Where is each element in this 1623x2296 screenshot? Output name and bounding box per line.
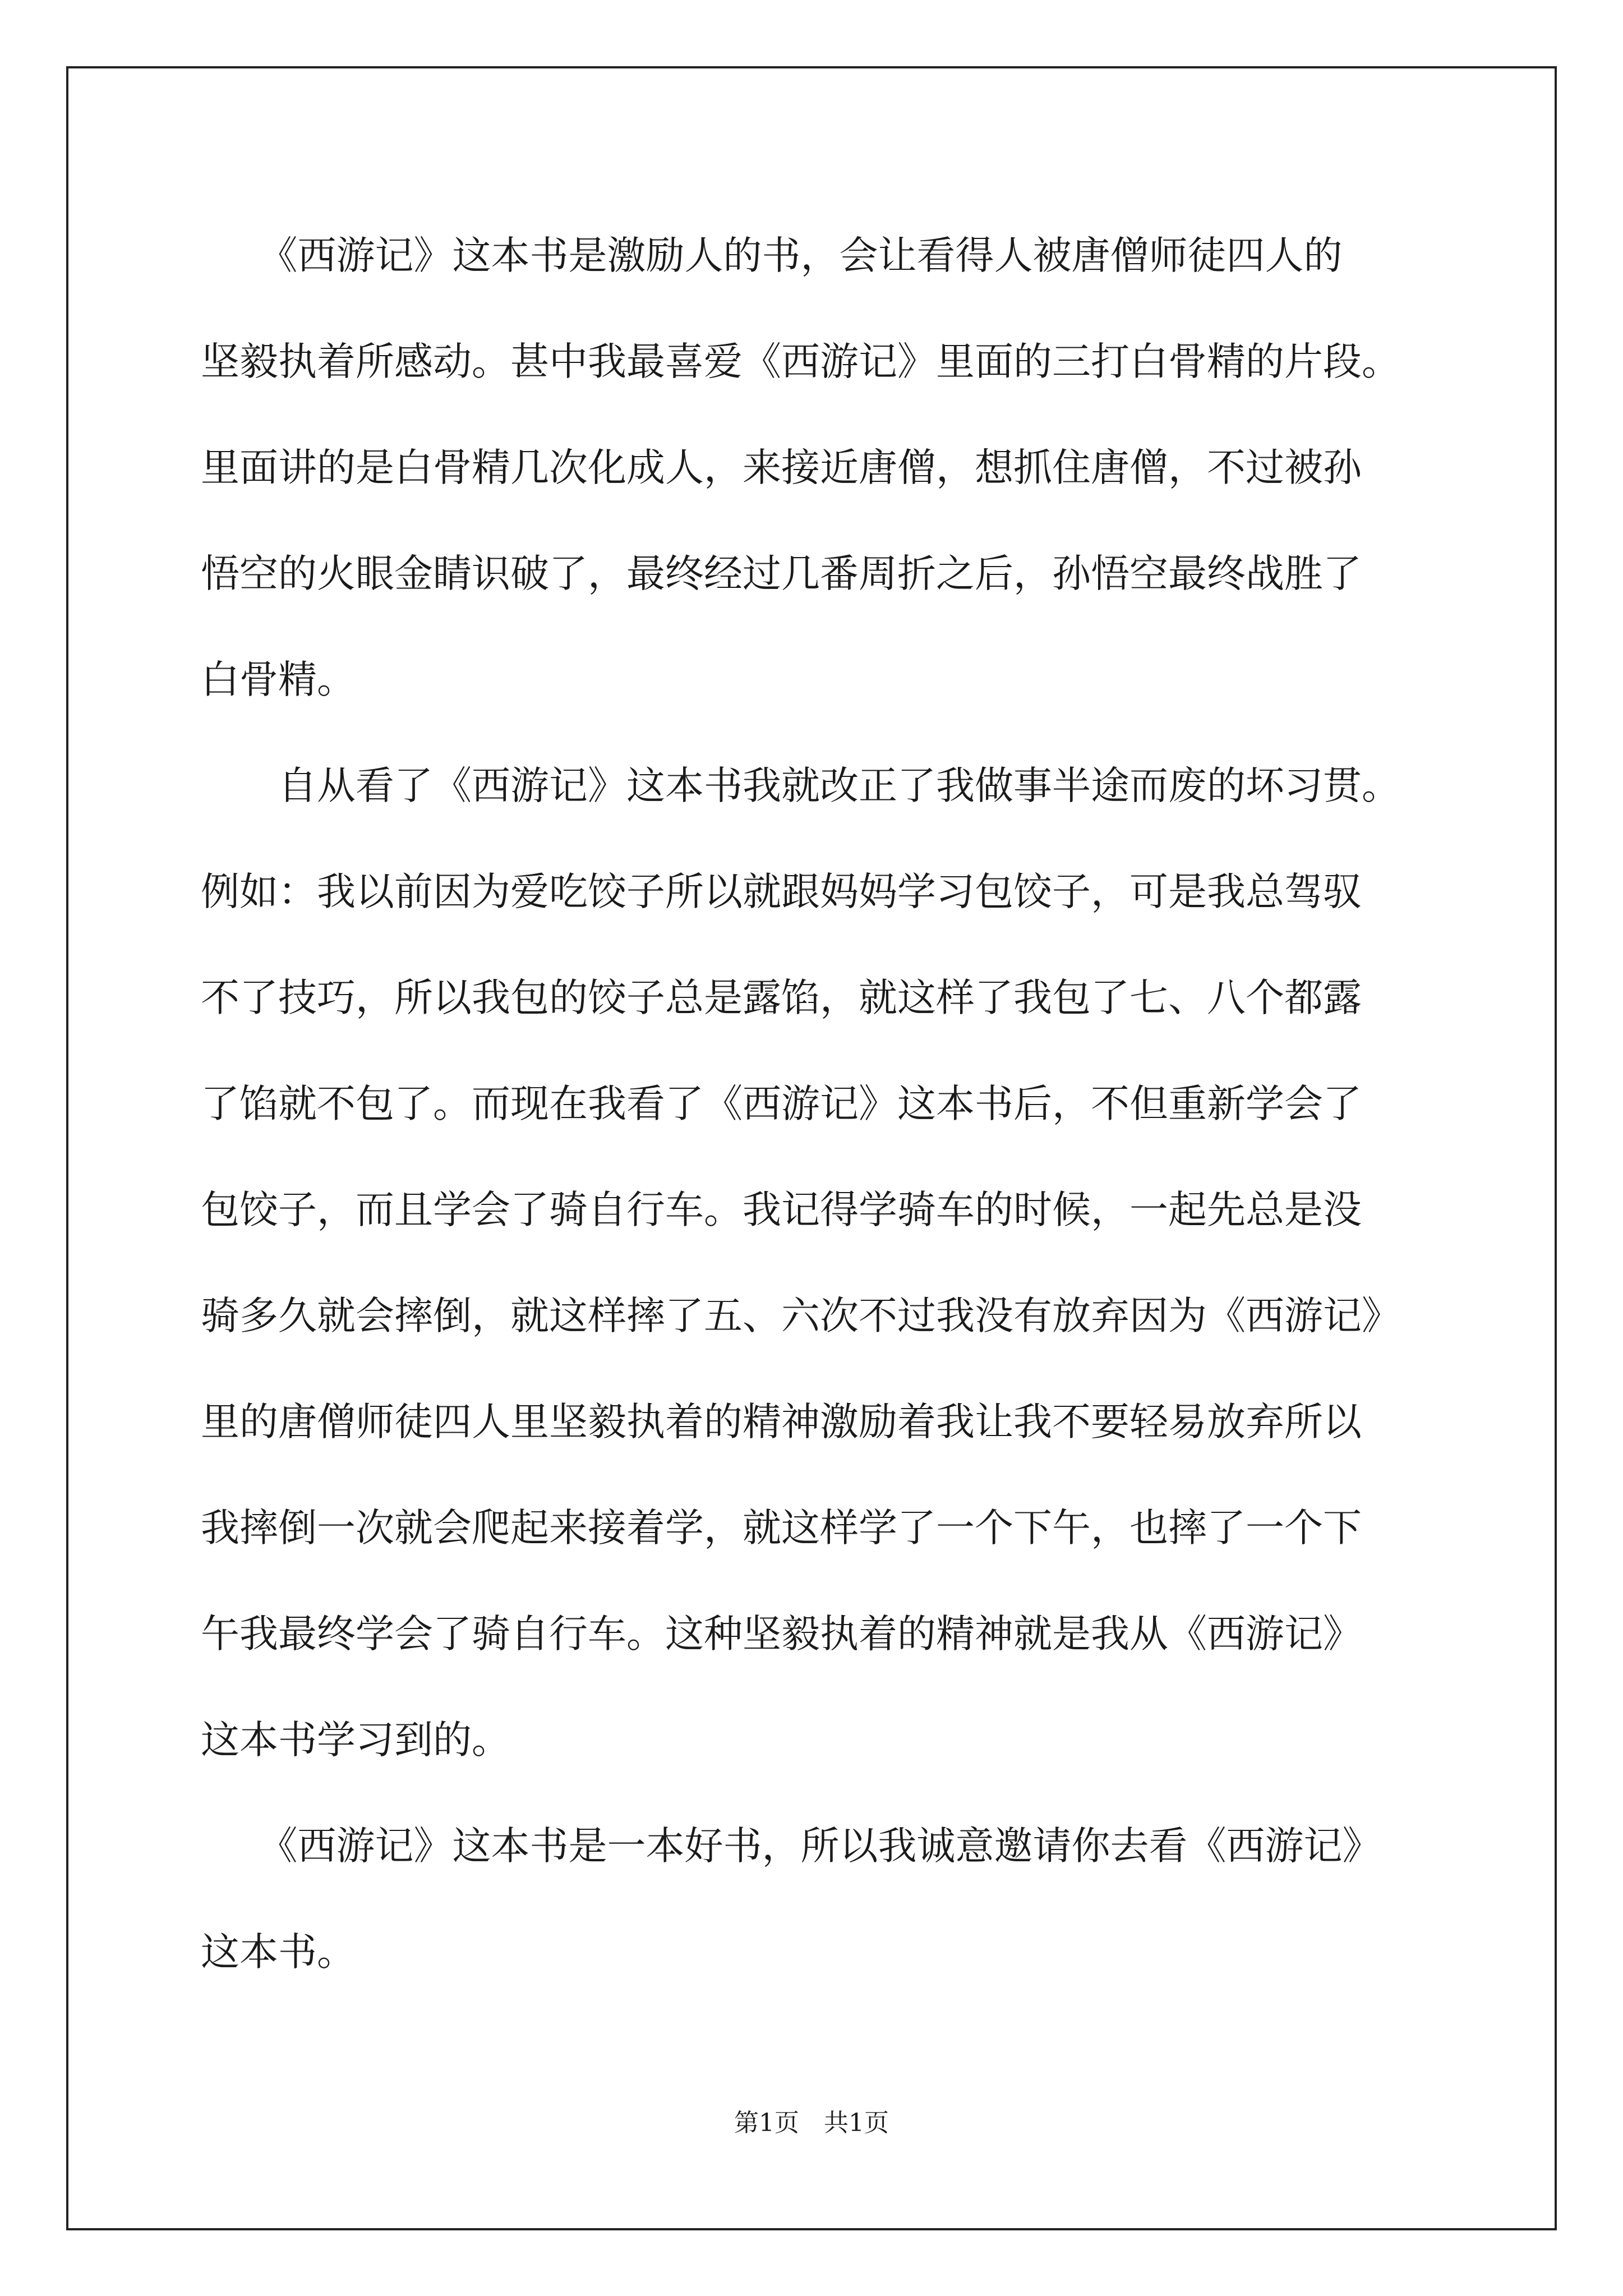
- document-body: [201, 203, 1491, 2005]
- text-line: 里面讲的是白骨精几次化成人，来接近唐僧，想抓住唐僧，不过被孙: [201, 445, 1362, 490]
- text-line: 了馅就不包了。而现在我看了《西游记》这本书后，不但重新学会了: [201, 1082, 1362, 1126]
- text-line: 白骨精。: [201, 657, 356, 702]
- text-line: 这本书。: [201, 1930, 356, 1975]
- paragraph-1: [201, 203, 1491, 733]
- page-number-footer: 第1页 共1页: [734, 2109, 889, 2137]
- text-line: 这本书学习到的。: [201, 1718, 510, 1763]
- text-line: 里的唐僧师徒四人里坚毅执着的精神激励着我让我不要轻易放弃所以: [201, 1400, 1362, 1444]
- text-line: 我摔倒一次就会爬起来接着学，就这样学了一个下午，也摔了一个下: [201, 1506, 1362, 1550]
- paragraph-3: [201, 1793, 1491, 2005]
- text-line: 例如：我以前因为爱吃饺子所以就跟妈妈学习包饺子，可是我总驾驭: [201, 869, 1362, 914]
- paragraph-2: [201, 733, 1491, 1793]
- text-line: 自从看了《西游记》这本书我就改正了我做事半途而废的坏习贯。: [201, 763, 1400, 808]
- text-line: 《西游记》这本书是激励人的书，会让看得人被唐僧师徒四人的: [201, 233, 1343, 278]
- text-line: 包饺子，而且学会了骑自行车。我记得学骑车的时候，一起先总是没: [201, 1188, 1362, 1232]
- text-line: 悟空的火眼金睛识破了，最终经过几番周折之后，孙悟空最终战胜了: [201, 551, 1362, 596]
- text-line: 《西游记》这本书是一本好书，所以我诚意邀请你去看《西游记》: [201, 1824, 1381, 1869]
- text-line: 坚毅执着所感动。甚中我最喜爱《西游记》里面的三打白骨精的片段。: [201, 339, 1400, 384]
- text-line: 骑多久就会摔倒，就这样摔了五、六次不过我没有放弃因为《西游记》: [201, 1294, 1400, 1338]
- text-line: 不了技巧，所以我包的饺子总是露馅，就这样了我包了七、八个都露: [201, 976, 1362, 1020]
- text-line: 午我最终学会了骑自行车。这种坚毅执着的精神就是我从《西游记》: [201, 1612, 1362, 1657]
